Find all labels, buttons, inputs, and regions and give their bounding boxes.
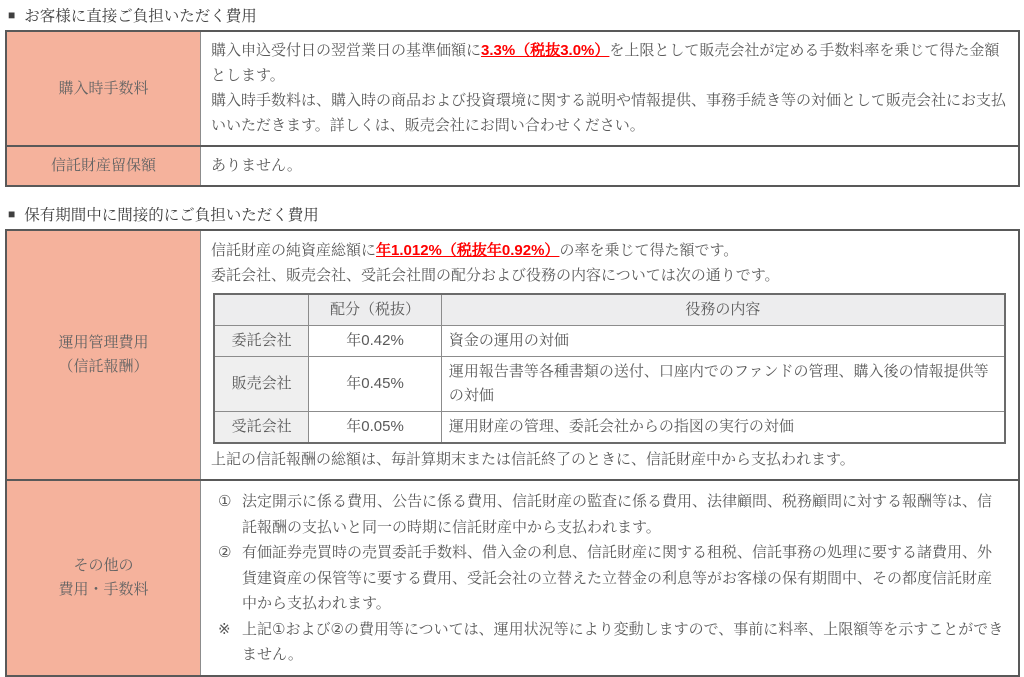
section-title-text: お客様に直接ご負担いただく費用 [24,8,257,25]
direct-fees-table [5,30,1020,187]
management-fee-p1-post: の率を乗じて得た額です。 [559,242,739,259]
note-item-3 [211,617,1006,668]
note-item-2 [211,540,1006,617]
purchase-fee-paragraph-1 [211,38,1006,88]
section-title-text: 保有期間中に間接的にご負担いただく費用 [24,207,319,224]
other-fees-label-line1: その他の [73,556,134,574]
management-fee-footer: 上記の信託報酬の総額は、毎計算期末または信託終了のときに、信託財産中から支払われます。 [211,451,855,468]
retention-label [7,147,201,185]
note-marker: ① [218,493,232,510]
table-row-other-fees [7,479,1018,675]
note-text: 上記①および②の費用等については、運用状況等により変動しますので、事前に料率、上限額等を示すことができません。 [242,620,1004,663]
entity-column-header [214,294,309,326]
other-fees-label-line2: 費用・手数料 [58,580,149,598]
role-cell: 運用財産の管理、委託会社からの指図の実行の対価 [441,412,1005,444]
management-fee-p1-pre: 信託財産の純資産総額に [211,242,377,259]
table-row-itaku [214,326,1005,357]
retention-content-text: ありません。 [211,157,302,174]
purchase-fee-label-text: 購入時手数料 [58,79,149,97]
role-column-header: 役務の内容 [441,294,1005,326]
management-fee-paragraph-2: 委託会社、販売会社、受託会社間の配分および役務の内容については次の通りです。 [211,267,780,284]
other-fees-label [7,481,201,675]
entity-cell: 販売会社 [214,357,309,412]
table-row-hanbai [214,357,1005,412]
other-fees-content [201,481,1018,675]
fee-allocation-header-row [214,294,1005,326]
purchase-fee-rate-highlight: 3.3%（税抜3.0%） [481,42,610,59]
table-row-purchase-fee [7,32,1018,145]
note-marker: ② [218,544,232,561]
purchase-fee-p1-post: を上限として販売会社が定める手数料率を乗じて得た金額とします。 [211,42,1000,84]
management-fee-rate-highlight: 年1.012%（税抜年0.92%） [376,242,560,259]
section-title-indirect-fees [8,204,1020,224]
entity-cell: 委託会社 [214,326,309,357]
indirect-fees-table [5,229,1020,677]
management-fee-label [7,231,201,479]
table-row-retention [7,145,1018,185]
note-item-1 [211,489,1006,540]
management-fee-label-line2: （信託報酬） [58,358,149,375]
management-fee-content [201,231,1018,479]
purchase-fee-content [201,32,1018,145]
square-bullet-icon: ■ [8,8,16,22]
note-text: 有価証券売買時の売買委託手数料、借入金の利息、信託財産に関する租税、信託事務の処理に要する諸費用、外貨建資産の保管等に要する費用、受託会社の立替えた立替金の利息等がお客様の保有期間中、その都度信託財産中から支払われます。 [242,544,993,612]
note-marker: ※ [218,620,231,638]
rate-cell: 年0.05% [309,412,442,444]
table-row-management-fee [7,231,1018,479]
rate-cell: 年0.45% [309,357,442,412]
retention-content [201,147,1018,185]
square-bullet-icon: ■ [8,207,16,221]
purchase-fee-paragraph-2: 購入時手数料は、購入時の商品および投資環境に関する説明や情報提供、事務手続き等の対価として販売会社にお支払いいただきます。詳しくは、販売会社にお問い合わせください。 [211,92,1007,134]
note-text: 法定開示に係る費用、公告に係る費用、信託財産の監査に係る費用、法律顧問、税務顧問に対する報酬等は、信託報酬の支払いと同一の時期に信託財産中から支払われます。 [242,493,993,536]
retention-label-text: 信託財産留保額 [50,157,156,174]
rate-column-header: 配分（税抜） [309,294,442,326]
rate-cell: 年0.42% [309,326,442,357]
management-fee-paragraph-1 [211,238,1006,263]
table-row-jutaku [214,412,1005,444]
purchase-fee-p1-pre: 購入申込受付日の翌営業日の基準価額に [211,42,482,59]
fee-allocation-table [213,293,1006,444]
role-cell: 運用報告書等各種書類の送付、口座内でのファンドの管理、購入後の情報提供等の対価 [441,357,1005,412]
purchase-fee-label [7,32,201,145]
role-cell: 資金の運用の対価 [441,326,1005,357]
entity-cell: 受託会社 [214,412,309,444]
section-title-direct-fees [8,5,1020,25]
management-fee-label-line1: 運用管理費用 [58,334,149,351]
